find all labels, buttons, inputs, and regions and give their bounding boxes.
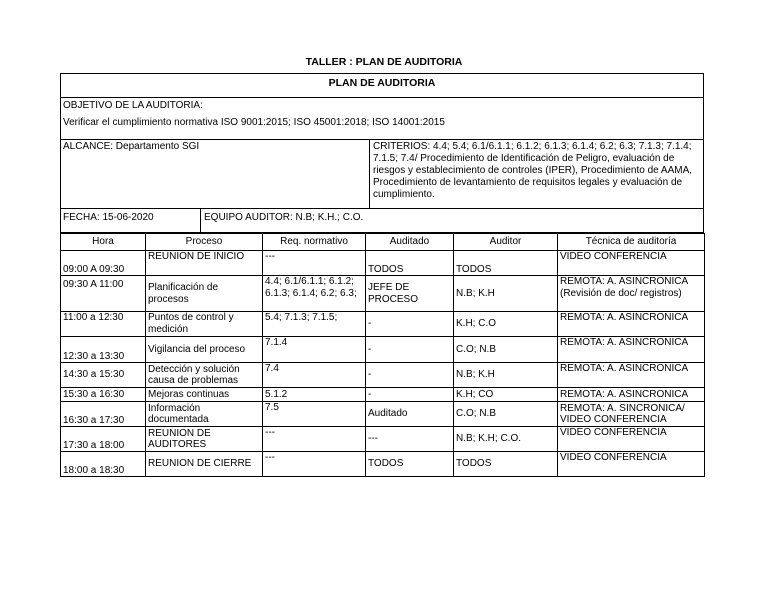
cell-auditor: TODOS	[454, 251, 558, 276]
cell-proceso: Información documentada	[146, 402, 263, 427]
cell-auditado: -	[366, 363, 454, 388]
table-row	[61, 337, 705, 363]
cell-auditado: JEFE DE PROCESO	[366, 276, 454, 312]
cell-auditor: N.B; K.H; C.O.	[454, 427, 558, 452]
divider	[369, 139, 370, 208]
fecha-text: FECHA: 15-06-2020	[63, 212, 154, 223]
cell-req: ---	[263, 427, 366, 452]
header-hora: Hora	[61, 234, 146, 251]
table-row	[61, 388, 705, 402]
cell-req: 5.4; 7.1.3; 7.1.5;	[263, 312, 366, 337]
objetivo-text: Verificar el cumplimiento normativa ISO 9001:2015; ISO 45001:2018; ISO 14001:2015	[63, 117, 445, 128]
cell-hora: 16:30 a 17:30	[61, 402, 146, 427]
cell-auditor: N.B; K.H	[454, 276, 558, 312]
table-row	[61, 251, 705, 276]
cell-hora: 12:30 a 13:30	[61, 337, 146, 363]
cell-req: ---	[263, 452, 366, 477]
cell-tecnica: REMOTA: A. ASINCRONICA	[558, 337, 705, 363]
divider	[200, 208, 201, 233]
cell-auditor: TODOS	[454, 452, 558, 477]
table-row	[61, 452, 705, 477]
schedule-table	[60, 233, 705, 477]
table-row	[61, 363, 705, 388]
cell-tecnica: VIDEO CONFERENCIA	[558, 452, 705, 477]
document-title: TALLER : PLAN DE AUDITORIA	[305, 56, 463, 68]
cell-hora: 15:30 a 16:30	[61, 388, 146, 402]
table-row	[61, 427, 705, 452]
cell-proceso: REUNION DE CIERRE	[146, 452, 263, 477]
cell-hora: 18:00 a 18:30	[61, 452, 146, 477]
cell-proceso: REUNION DE INICIO	[146, 251, 263, 276]
cell-auditor: K.H; C.O	[454, 312, 558, 337]
cell-auditado: Auditado	[366, 402, 454, 427]
cell-proceso: Puntos de control y medición	[146, 312, 263, 337]
divider	[60, 139, 704, 140]
cell-auditado: ---	[366, 427, 454, 452]
cell-tecnica: REMOTA: A. ASINCRONICA (Revisión de doc/ registros)	[558, 276, 705, 312]
cell-req: ---	[263, 251, 366, 276]
objetivo-label: OBJETIVO DE LA AUDITORIA:	[63, 100, 203, 111]
cell-tecnica: VIDEO CONFERENCIA	[558, 427, 705, 452]
cell-proceso: Mejoras continuas	[146, 388, 263, 402]
cell-hora: 09:00 A 09:30	[61, 251, 146, 276]
equipo-auditor-text: EQUIPO AUDITOR: N.B; K.H.; C.O.	[204, 212, 364, 223]
table-row	[61, 276, 705, 312]
cell-proceso: REUNION DE AUDITORES	[146, 427, 263, 452]
divider	[60, 97, 704, 98]
table-row	[61, 402, 705, 427]
cell-tecnica: VIDEO CONFERENCIA	[558, 251, 705, 276]
cell-hora: 11:00 a 12:30	[61, 312, 146, 337]
criterios-text: CRITERIOS: 4.4; 5.4; 6.1/6.1.1; 6.1.2; 6.1.3; 6.1.4; 6.2; 6.3; 7.1.3; 7.1.4; 7.1.5; 7.4/ Procedimiento de Identificación de Peligro, evaluación de riesgos y establecimiento de controles (IPER), Procedimiento de AAMA, Procedimiento de levantamiento de requisitos legales y evaluación de cumplimiento.	[373, 141, 693, 200]
cell-auditor: K.H; CO	[454, 388, 558, 402]
cell-req: 7.5	[263, 402, 366, 427]
divider	[60, 208, 704, 209]
table-row	[61, 312, 705, 337]
cell-auditor: N.B; K.H	[454, 363, 558, 388]
cell-tecnica: REMOTA: A. ASINCRONICA	[558, 388, 705, 402]
cell-proceso: Vigilancia del proceso	[146, 337, 263, 363]
cell-tecnica: REMOTA: A. ASINCRONICA	[558, 312, 705, 337]
cell-req: 7.4	[263, 363, 366, 388]
header-req: Req. normativo	[263, 234, 366, 251]
header-auditor: Auditor	[454, 234, 558, 251]
cell-auditor: C.O; N.B	[454, 337, 558, 363]
table-title: PLAN DE AUDITORIA	[328, 77, 436, 89]
cell-hora: 09:30 A 11:00	[61, 276, 146, 312]
header-tecnica: Técnica de auditoría	[558, 234, 705, 251]
cell-hora: 17:30 a 18:00	[61, 427, 146, 452]
cell-req: 5.1.2	[263, 388, 366, 402]
cell-auditado: -	[366, 388, 454, 402]
cell-auditado: TODOS	[366, 452, 454, 477]
header-auditado: Auditado	[366, 234, 454, 251]
cell-req: 7.1.4	[263, 337, 366, 363]
cell-proceso: Planificación de procesos	[146, 276, 263, 312]
cell-auditado: -	[366, 337, 454, 363]
alcance-text: ALCANCE: Departamento SGI	[63, 141, 200, 152]
header-proceso: Proceso	[146, 234, 263, 251]
cell-req: 4.4; 6.1/6.1.1; 6.1.2; 6.1.3; 6.1.4; 6.2; 6.3;	[263, 276, 366, 312]
cell-auditado: TODOS	[366, 251, 454, 276]
cell-auditado: -	[366, 312, 454, 337]
cell-tecnica: REMOTA: A. ASINCRONICA	[558, 363, 705, 388]
table-header-row	[61, 234, 705, 251]
cell-proceso: Detección y solución causa de problemas	[146, 363, 263, 388]
cell-tecnica: REMOTA: A. SINCRONICA/ VIDEO CONFERENCIA	[558, 402, 705, 427]
cell-hora: 14:30 a 15:30	[61, 363, 146, 388]
cell-auditor: C.O; N.B	[454, 402, 558, 427]
